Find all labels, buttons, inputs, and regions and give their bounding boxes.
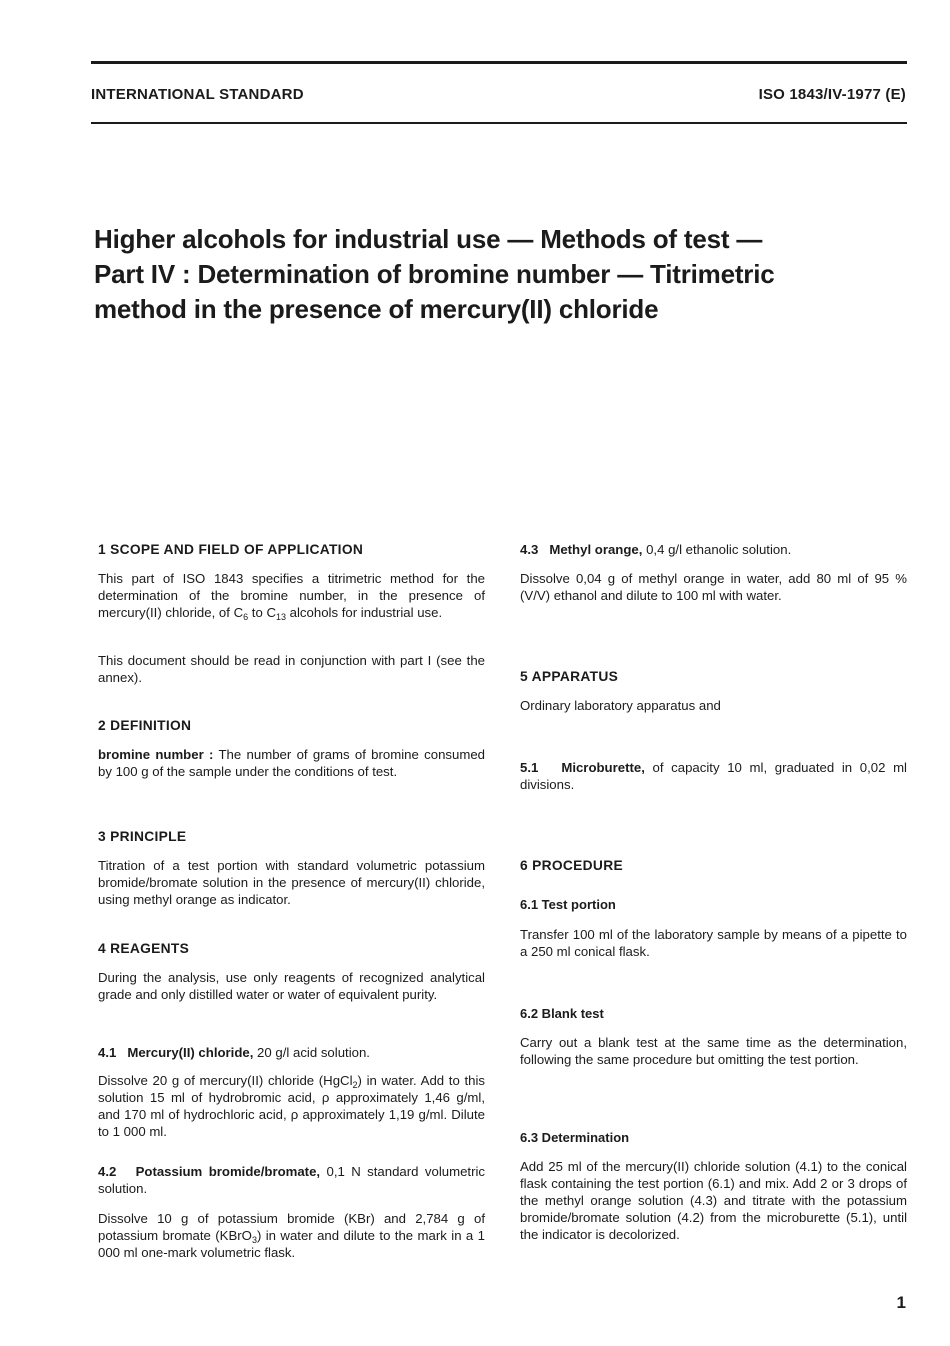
reagent-4-2-text (98, 1210, 485, 1261)
subscript-2: 2 (352, 1080, 358, 1090)
scope-paragraph-2: This document should be read in conjunction with part I (see the annex). (98, 653, 485, 685)
test-portion-text: Transfer 100 ml of the laboratory sample by means of a pipette to a 250 ml conical flask. (520, 927, 907, 959)
scope-heading-block (98, 541, 485, 558)
title-line-2: Part IV : Determination of bromine number — Titrimetric (94, 259, 775, 289)
principle-heading-block (98, 828, 485, 845)
definition-heading-block (98, 717, 485, 734)
reagent-4-2-text-a: Dissolve 10 g of potassium bromide (KBr) and 2,784 g of potassium bromate (KBrO (98, 1211, 485, 1243)
reagent-4-1-text-b: ) in water. Add to this solution 15 ml of hydrobromic acid, ρ approximately 1,46 g/ml, and 170 ml of hydrochloric acid, ρ approximately 1,19 g/ml. Dilute to 1 000 ml. (98, 1073, 485, 1139)
test-portion-heading: 6.1 Test portion (520, 897, 616, 912)
reagent-4-1-title (98, 1044, 485, 1061)
reagent-4-2-number: 4.2 (98, 1164, 117, 1179)
reagent-4-2-text-b: ) in water and dilute to the mark in a 1 000 ml one-mark volumetric flask. (98, 1228, 486, 1260)
page-number: 1 (896, 1293, 906, 1312)
principle-paragraph: Titration of a test portion with standard volumetric potassium bromide/bromate solution in the presence of mercury(II) chloride, using methyl orange as indicator. (98, 858, 485, 907)
definition-paragraph (98, 746, 485, 780)
document-type: INTERNATIONAL STANDARD (91, 86, 304, 103)
reagent-4-3-text: Dissolve 0,04 g of methyl orange in water, add 80 ml of 95 % (V/V) ethanol and dilute to 100 ml with water. (520, 571, 907, 603)
standard-number: ISO 1843/IV-1977 (E) (758, 86, 906, 103)
reagent-4-2-title (98, 1163, 485, 1197)
subsection-heading-6-2 (520, 1005, 907, 1022)
reagent-4-3-name: Methyl orange, (549, 542, 643, 557)
scope-text-c: alcohols for industrial use. (286, 605, 443, 620)
header-top-rule (91, 61, 907, 64)
reagent-4-1-number: 4.1 (98, 1045, 117, 1060)
reagents-heading-block (98, 940, 485, 957)
reagent-4-3-number: 4.3 (520, 542, 539, 557)
apparatus-heading-block (520, 668, 907, 685)
subsection-heading-6-3 (520, 1129, 907, 1146)
definition-term: bromine number : (98, 747, 214, 762)
reagent-4-2-desc: 0,1 N standard volumetric solution. (98, 1164, 485, 1196)
apparatus-5-1-number: 5.1 (520, 760, 539, 775)
subscript-13: 13 (275, 612, 286, 622)
apparatus-intro: Ordinary laboratory apparatus and (520, 698, 721, 713)
section-heading-procedure: 6 PROCEDURE (520, 858, 623, 873)
scope-text-a: This part of ISO 1843 specifies a titrimetric method for the determination of the bromine number, in the presence of mercury(II) chloride, of C (98, 571, 485, 620)
reagent-4-1-text (98, 1072, 485, 1140)
scope-text-b: to C (248, 605, 276, 620)
determination-heading: 6.3 Determination (520, 1130, 630, 1145)
section-heading-definition: 2 DEFINITION (98, 718, 192, 733)
apparatus-5-1 (520, 759, 907, 793)
section-heading-scope: 1 SCOPE AND FIELD OF APPLICATION (98, 542, 364, 557)
reagent-4-1-desc: 20 g/l acid solution. (253, 1045, 370, 1060)
procedure-heading-block (520, 857, 907, 874)
scope-paragraph-1 (98, 570, 485, 621)
header-bottom-rule (91, 122, 907, 124)
blank-test-text: Carry out a blank test at the same time as the determination, following the same procedure but omitting the test portion. (520, 1035, 907, 1067)
reagents-intro: During the analysis, use only reagents of recognized analytical grade and only distilled water or water of equivalent purity. (98, 970, 485, 1002)
reagent-4-3-desc: 0,4 g/l ethanolic solution. (642, 542, 792, 557)
section-heading-principle: 3 PRINCIPLE (98, 829, 187, 844)
subscript-6: 6 (243, 612, 249, 622)
apparatus-5-1-name: Microburette, (561, 760, 645, 775)
subscript-3: 3 (251, 1235, 257, 1245)
title-line-1: Higher alcohols for industrial use — Methods of test — (94, 224, 763, 254)
section-heading-reagents: 4 REAGENTS (98, 941, 190, 956)
reagent-4-3-title (520, 541, 907, 558)
document-title (94, 222, 894, 327)
reagent-4-1-text-a: Dissolve 20 g of mercury(II) chloride (HgCl (98, 1073, 353, 1088)
blank-test-heading: 6.2 Blank test (520, 1006, 604, 1021)
apparatus-5-1-desc: of capacity 10 ml, graduated in 0,02 ml divisions. (520, 760, 907, 792)
title-line-3: method in the presence of mercury(II) chloride (94, 294, 659, 324)
reagent-4-1-name: Mercury(II) chloride, (127, 1045, 254, 1060)
determination-text: Add 25 ml of the mercury(II) chloride solution (4.1) to the conical flask containing the test portion (6.1) and mix. Add 2 or 3 drops of the methyl orange solution (4.3) and titrate with the potassium bromide/bromate solution (4.2) from the microburette (5.1), until the indicator is decolorized. (520, 1159, 907, 1242)
reagent-4-2-name: Potassium bromide/bromate, (135, 1164, 321, 1179)
section-heading-apparatus: 5 APPARATUS (520, 669, 619, 684)
subsection-heading-6-1 (520, 896, 907, 913)
definition-text: The number of grams of bromine consumed by 100 g of the sample under the conditions of test. (98, 747, 485, 779)
